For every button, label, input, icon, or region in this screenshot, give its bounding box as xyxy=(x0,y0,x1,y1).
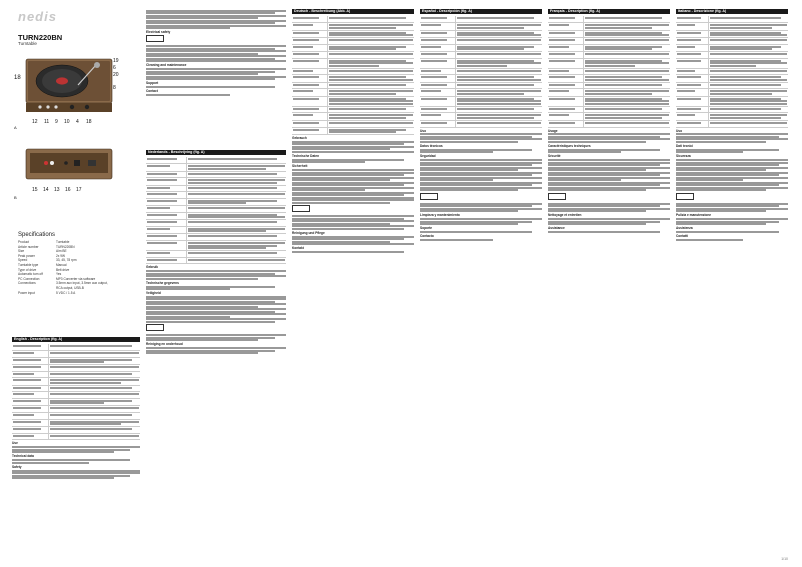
nettoyage-heading: Nettoyage et entretien xyxy=(548,213,582,218)
spec-row: Type of drive Belt drive xyxy=(18,267,70,272)
pulizia-heading: Pulizia e manutenzione xyxy=(676,213,712,218)
callout-18b: 18 xyxy=(86,119,92,125)
spec-row: Automatic turn off Yes xyxy=(18,272,62,277)
page-number: 1/10 xyxy=(781,557,788,561)
figure-label-a: A xyxy=(14,125,17,130)
turntable-rear-view xyxy=(26,149,112,179)
nederlands-header: Nederlands - Beschrijving (fig. A) xyxy=(146,150,286,155)
datos-tecnicos-heading: Datos técnicos xyxy=(420,143,443,148)
figure-label-8: 8 xyxy=(113,85,116,91)
callout-15: 15 xyxy=(32,187,38,193)
seguridad-heading: Seguridad xyxy=(420,154,436,159)
espanol-header: Español - Descripción (fig. A) xyxy=(420,9,542,14)
uso-it-heading: Uso xyxy=(676,128,683,133)
english-safety-heading: Safety xyxy=(12,464,22,469)
spec-row: Speed 33, 45, 78 rpm xyxy=(18,258,77,263)
callout-9: 9 xyxy=(55,119,58,125)
spec-row: Peak power 2x 9W xyxy=(18,253,66,258)
dati-tecnici-heading: Dati tecnici xyxy=(676,143,694,148)
turntable-figure xyxy=(12,49,122,224)
spec-row: Power input 5 VDC / 1.5 A xyxy=(18,290,76,295)
caution-symbol xyxy=(146,324,164,331)
soporte-heading: Soporte xyxy=(420,226,433,231)
veiligheid-heading: Veiligheid xyxy=(146,291,161,296)
securite-heading: Sécurité xyxy=(548,154,561,159)
callout-13: 13 xyxy=(54,187,60,193)
technische-daten-heading: Technische Daten xyxy=(292,153,320,158)
support-heading: Support xyxy=(146,81,159,86)
figure-label-6: 6 xyxy=(113,65,116,71)
sicurezza-heading: Sicurezza xyxy=(676,154,691,159)
contacto-heading: Contacto xyxy=(420,234,434,238)
english-header: English - Description (fig. A) xyxy=(12,337,140,342)
caution-symbol xyxy=(292,205,310,212)
contatti-heading: Contatti xyxy=(676,234,689,238)
spec-row: Product Turntable xyxy=(18,240,70,244)
model-number: TURN220BN xyxy=(18,33,63,42)
spec-row: Connections 3.5mm aux input, 3.5mm aux output, xyxy=(18,281,108,286)
deutsch-header: Deutsch - Beschreibung (Abb. A) xyxy=(292,9,414,14)
gebruik-heading: Gebruik xyxy=(146,265,159,270)
caution-symbol xyxy=(420,193,438,200)
caracteristiques-heading: Caractéristiques techniques xyxy=(548,143,591,148)
uso-heading: Uso xyxy=(420,128,427,133)
sicherheit-heading: Sicherheit xyxy=(292,164,308,169)
caution-symbol xyxy=(676,193,694,200)
specs-title: Specifications xyxy=(18,232,56,238)
caution-symbol xyxy=(146,35,164,42)
technische-gegevens-heading: Technische gegevens xyxy=(146,280,179,285)
reiniging-heading: Reiniging en onderhoud xyxy=(146,342,183,347)
espanol-column xyxy=(420,9,542,557)
usage-heading: Usage xyxy=(548,128,558,133)
limpieza-heading: Limpieza y mantenimiento xyxy=(420,213,460,218)
english-safety-column xyxy=(146,9,286,141)
nederlands-column xyxy=(146,150,286,558)
spec-row: PC Connection MP3 Converter via software xyxy=(18,276,96,281)
italiano-header: Italiano - Descrizione (fig. A) xyxy=(676,9,788,14)
brand-logo: nedis xyxy=(18,9,57,24)
gebrauch-heading: Gebrauch xyxy=(292,136,307,141)
assistance-heading: Assistance xyxy=(548,226,565,231)
figure-label-18: 18 xyxy=(14,75,21,81)
francais-column xyxy=(548,9,670,557)
figure-label-20: 20 xyxy=(113,72,119,78)
caution-symbol xyxy=(548,193,566,200)
spec-row: Size Aim BE xyxy=(18,249,67,254)
english-use-heading: Use xyxy=(12,441,18,446)
spec-row: Turntable type Manual xyxy=(18,262,67,267)
specifications xyxy=(18,232,138,295)
figure-bottom-row-labels xyxy=(32,187,82,193)
english-parts-table xyxy=(12,344,140,440)
francais-header: Français - Description (fig. A) xyxy=(548,9,670,14)
callout-10: 10 xyxy=(64,119,70,125)
callout-12: 12 xyxy=(32,119,38,125)
electrical-safety-heading: Electrical safety xyxy=(146,30,171,34)
english-column xyxy=(12,337,140,561)
turntable-top-view xyxy=(26,59,112,112)
figure-label-19: 19 xyxy=(113,58,119,64)
callout-4: 4 xyxy=(76,119,79,125)
figure-label-b: B xyxy=(14,195,17,200)
english-technical-data-heading: Technical data xyxy=(12,454,34,459)
cleaning-heading: Cleaning and maintenance xyxy=(146,63,187,68)
assistenza-heading: Assistenza xyxy=(676,226,693,231)
deutsch-column xyxy=(292,9,414,557)
kontakt-heading: Kontakt xyxy=(292,246,304,251)
figure-top-row-labels xyxy=(32,119,92,125)
callout-16: 16 xyxy=(65,187,71,193)
reinigung-heading: Reinigung und Pflege xyxy=(292,230,325,235)
spec-row: RCA output, USB-B xyxy=(56,285,84,290)
spec-row: Article number TURN220BN xyxy=(18,244,75,249)
italiano-column xyxy=(676,9,788,557)
product-name: Turntable xyxy=(18,41,37,46)
callout-11: 11 xyxy=(44,119,50,125)
callout-17: 17 xyxy=(76,187,82,193)
contact-heading: Contact xyxy=(146,89,158,94)
callout-14: 14 xyxy=(43,187,49,193)
